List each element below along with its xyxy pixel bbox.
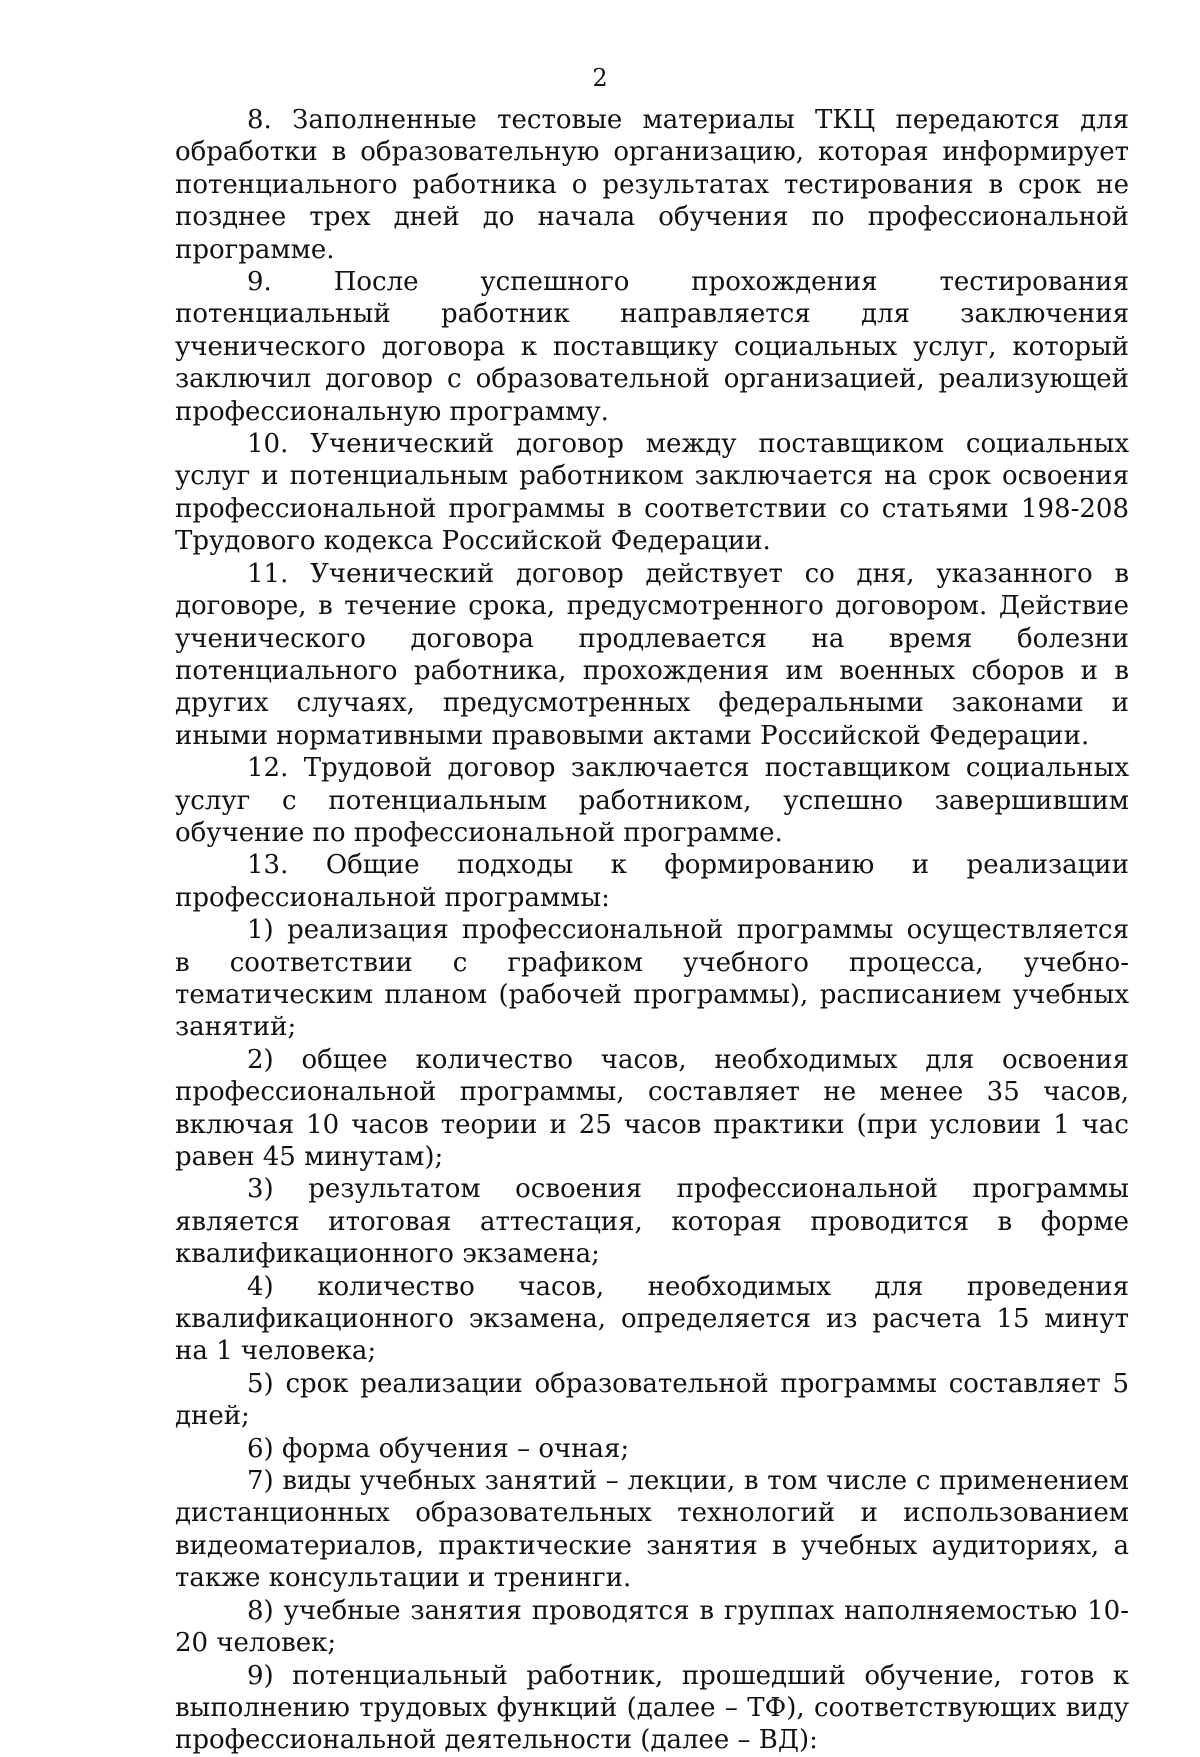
paragraph-8: 8. Заполненные тестовые материалы ТКЦ передаются для обработки в образовательную организацию, которая информирует потенциального работника о результатах тестирования в срок не позднее трех дней до начала обучения по профессиональной программе. bbox=[175, 105, 1129, 265]
list-item-1: 1) реализация профессиональной программы осуществляется в соответствии с графиком учебного процесса, учебно-тематическим планом (рабочей программы), расписанием учебных занятий; bbox=[175, 915, 1129, 1043]
page-number: 2 bbox=[592, 64, 608, 92]
paragraph-9: 9. После успешного прохождения тестирования потенциальный работник направляется для заключения ученического договора к поставщику социальных услуг, который заключил договор с образовательной организацией, реализующей профессиональную программу. bbox=[175, 267, 1129, 427]
list-item-5: 5) срок реализации образовательной программы составляет 5 дней; bbox=[175, 1368, 1129, 1432]
paragraph-12: 12. Трудовой договор заключается поставщиком социальных услуг с потенциальным работником, успешно завершившим обучение по профессиональной программе. bbox=[175, 753, 1129, 848]
list-item-3: 3) результатом освоения профессиональной программы является итоговая аттестация, которая проводится в форме квалификационного экзамена; bbox=[175, 1174, 1129, 1270]
list-item-2: 2) общее количество часов, необходимых для освоения профессиональной программы, составляет не менее 35 часов, включая 10 часов теории и 25 часов практики (при условии 1 час равен 45 минутам); bbox=[175, 1044, 1129, 1172]
document-body bbox=[175, 104, 1129, 1757]
paragraph-11: 11. Ученический договор действует со дня, указанного в договоре, в течение срока, предусмотренного договором. Действие ученического договора продлевается на время болезни потенциального работника, прохождения им военных сборов и в других случаях, предусмотренных федеральными законами и иными нормативными правовыми актами Российской Федерации. bbox=[175, 558, 1129, 751]
list-item-4: 4) количество часов, необходимых для проведения квалификационного экзамена, определяется из расчета 15 минут на 1 человека; bbox=[175, 1271, 1129, 1367]
paragraph-13: 13. Общие подходы к формированию и реализации профессиональной программы: bbox=[175, 850, 1129, 913]
list-item-9: 9) потенциальный работник, прошедший обучение, готов к выполнению трудовых функций (далее – ТФ), соответствующих виду профессиональной деятельности (далее – ВД): bbox=[175, 1660, 1129, 1756]
list-item-8: 8) учебные занятия проводятся в группах наполняемостью 10-20 человек; bbox=[175, 1595, 1129, 1659]
list-item-6: 6) форма обучения – очная; bbox=[247, 1433, 630, 1464]
paragraph-10: 10. Ученический договор между поставщиком социальных услуг и потенциальным работником заключается на срок освоения профессиональной программы в соответствии со статьями 198-208 Трудового кодекса Российской Федерации. bbox=[175, 429, 1129, 557]
list-item-7: 7) виды учебных занятий – лекции, в том числе с применением дистанционных образовательных технологий и использованием видеоматериалов, практические занятия в учебных аудиториях, а также консультации и тренинги. bbox=[175, 1466, 1129, 1594]
